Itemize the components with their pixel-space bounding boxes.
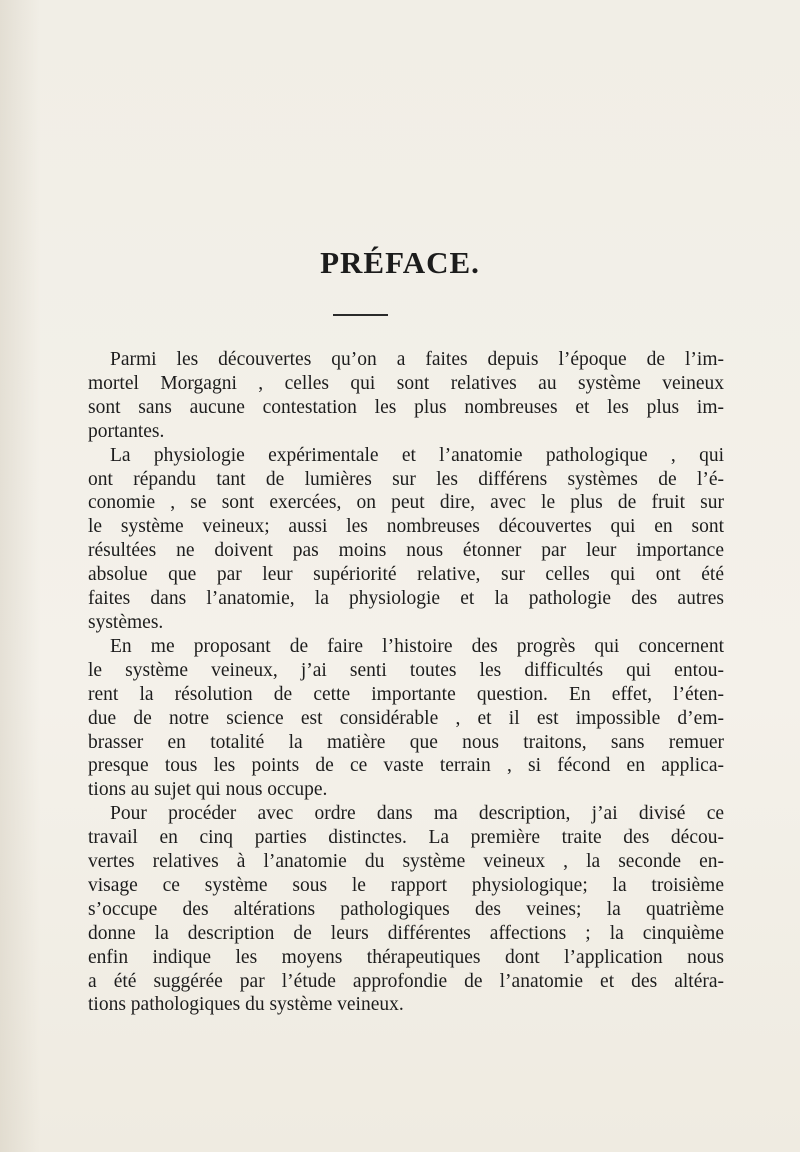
text-line: donne la description de leurs différentes affections ; la cinquième	[88, 922, 724, 944]
text-line: faites dans l’anatomie, la physiologie et la pathologie des autres	[88, 588, 724, 610]
text-line: enfin indique les moyens thérapeutiques dont l’application nous	[88, 946, 724, 968]
text-line: brasser en totalité la matière que nous traitons, sans remuer	[88, 731, 724, 753]
text-line: le système veineux, j’ai senti toutes les difficultés qui entou-	[88, 659, 724, 681]
text-line: systèmes.	[88, 611, 164, 633]
text-line: rent la résolution de cette importante question. En effet, l’éten-	[88, 683, 724, 705]
text-line: due de notre science est considérable , et il est impossible d’em-	[88, 707, 724, 729]
text-line: sont sans aucune contestation les plus nombreuses et les plus im-	[88, 396, 724, 418]
text-line: presque tous les points de ce vaste terrain , si fécond en applica-	[88, 755, 724, 777]
page-title: PRÉFACE.	[320, 245, 480, 280]
text-line: conomie , se sont exercées, on peut dire, avec le plus de fruit sur	[88, 492, 724, 514]
text-line: La physiologie expérimentale et l’anatomie pathologique , qui	[110, 444, 724, 466]
text-line: Pour procéder avec ordre dans ma description, j’ai divisé ce	[110, 803, 724, 825]
text-line: En me proposant de faire l’histoire des progrès qui concernent	[110, 635, 724, 657]
text-line: vertes relatives à l’anatomie du système veineux , la seconde en-	[88, 851, 724, 873]
text-line: absolue que par leur supériorité relative, sur celles qui ont été	[88, 564, 724, 586]
text-line: ont répandu tant de lumières sur les différens systèmes de l’é-	[88, 468, 724, 490]
text-line: portantes.	[88, 420, 165, 442]
title-divider	[333, 314, 388, 316]
preface-body	[88, 348, 724, 1017]
text-line: mortel Morgagni , celles qui sont relatives au système veineux	[88, 372, 724, 394]
text-line: Parmi les découvertes qu’on a faites depuis l’époque de l’im-	[110, 349, 724, 370]
text-line: tions au sujet qui nous occupe.	[88, 779, 328, 801]
text-line: le système veineux; aussi les nombreuses découvertes qui en sont	[88, 516, 724, 538]
text-line: s’occupe des altérations pathologiques des veines; la quatrième	[88, 898, 724, 920]
text-line: tions pathologiques du système veineux.	[88, 994, 404, 1016]
text-line: travail en cinq parties distinctes. La première traite des décou-	[88, 827, 724, 849]
text-line: a été suggérée par l’étude approfondie de l’anatomie et des altéra-	[88, 970, 724, 992]
text-line: visage ce système sous le rapport physiologique; la troisième	[88, 874, 724, 896]
text-line: résultées ne doivent pas moins nous étonner par leur importance	[88, 540, 724, 562]
